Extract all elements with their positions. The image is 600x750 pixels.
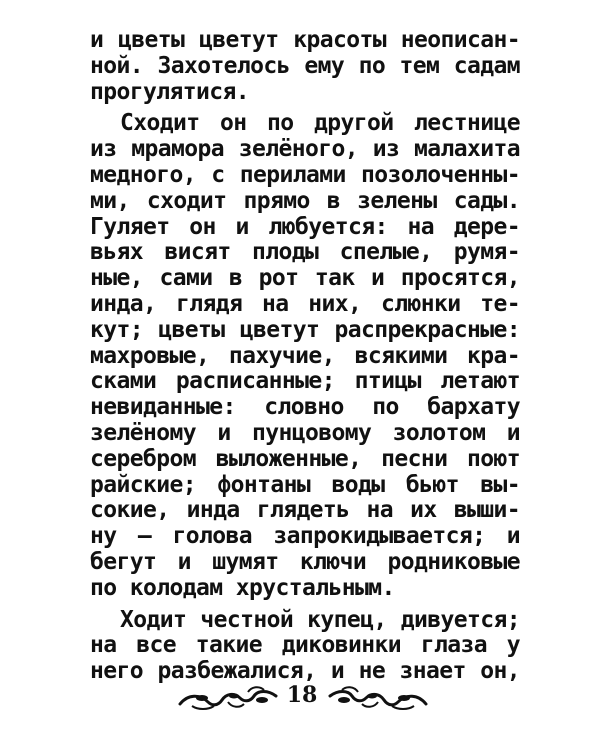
text-line: по колодам хрустальным. bbox=[90, 574, 395, 601]
paragraph-1 bbox=[90, 28, 520, 105]
text-line: и цветы цветут красоты неописан- bbox=[90, 27, 520, 53]
paragraph-3 bbox=[90, 608, 520, 685]
text-line: сокие, инда глядеть на их выши- bbox=[90, 497, 520, 524]
text-line: ми, сходит прямо в зелены сады. bbox=[90, 187, 520, 214]
text-line: ной. Захотелось ему по тем садам bbox=[90, 52, 520, 79]
page-footer bbox=[178, 680, 428, 714]
text-line: Ходит честной купец, дивуется; bbox=[120, 606, 520, 633]
page-text bbox=[90, 28, 520, 685]
text-line: серебром выложенные, песни поют bbox=[90, 445, 520, 472]
text-line: вьях висят плоды спелые, румя- bbox=[90, 239, 520, 266]
text-line: райские; фонтаны воды бьют вы- bbox=[90, 471, 520, 498]
text-line: Сходит он по другой лестнице bbox=[120, 110, 520, 137]
page-number: 18 bbox=[286, 682, 318, 708]
text-line: бегут и шумят ключи родниковые bbox=[90, 548, 520, 575]
text-line: на все такие диковинки глаза у bbox=[90, 632, 520, 659]
text-line: кут; цветы цветут распрекрасные: bbox=[90, 316, 520, 343]
flourish-ornament-right-icon bbox=[328, 680, 428, 714]
text-line: Гуляет он и любуется: на дере- bbox=[90, 213, 520, 240]
text-line: зелёному и пунцовому золотом и bbox=[90, 419, 520, 446]
text-line: ные, сами в рот так и просятся, bbox=[90, 265, 520, 292]
paragraph-2 bbox=[90, 111, 520, 601]
text-line: прогулятися. bbox=[90, 78, 249, 105]
flourish-ornament-left-icon bbox=[178, 680, 278, 714]
text-line: него разбежалися, и не знает он, bbox=[90, 658, 520, 685]
text-line: из мрамора зелёного, из малахита bbox=[90, 136, 520, 163]
text-line: медного, с перилами позолоченны- bbox=[90, 161, 520, 188]
text-line: махровые, пахучие, всякими кра- bbox=[90, 342, 520, 369]
text-line: сками расписанные; птицы летают bbox=[90, 368, 520, 395]
text-line: инда, глядя на них, слюнки те- bbox=[90, 290, 520, 317]
text-line: невиданные: словно по бархату bbox=[90, 394, 520, 421]
text-line: ну — голова запрокидывается; и bbox=[90, 523, 520, 550]
